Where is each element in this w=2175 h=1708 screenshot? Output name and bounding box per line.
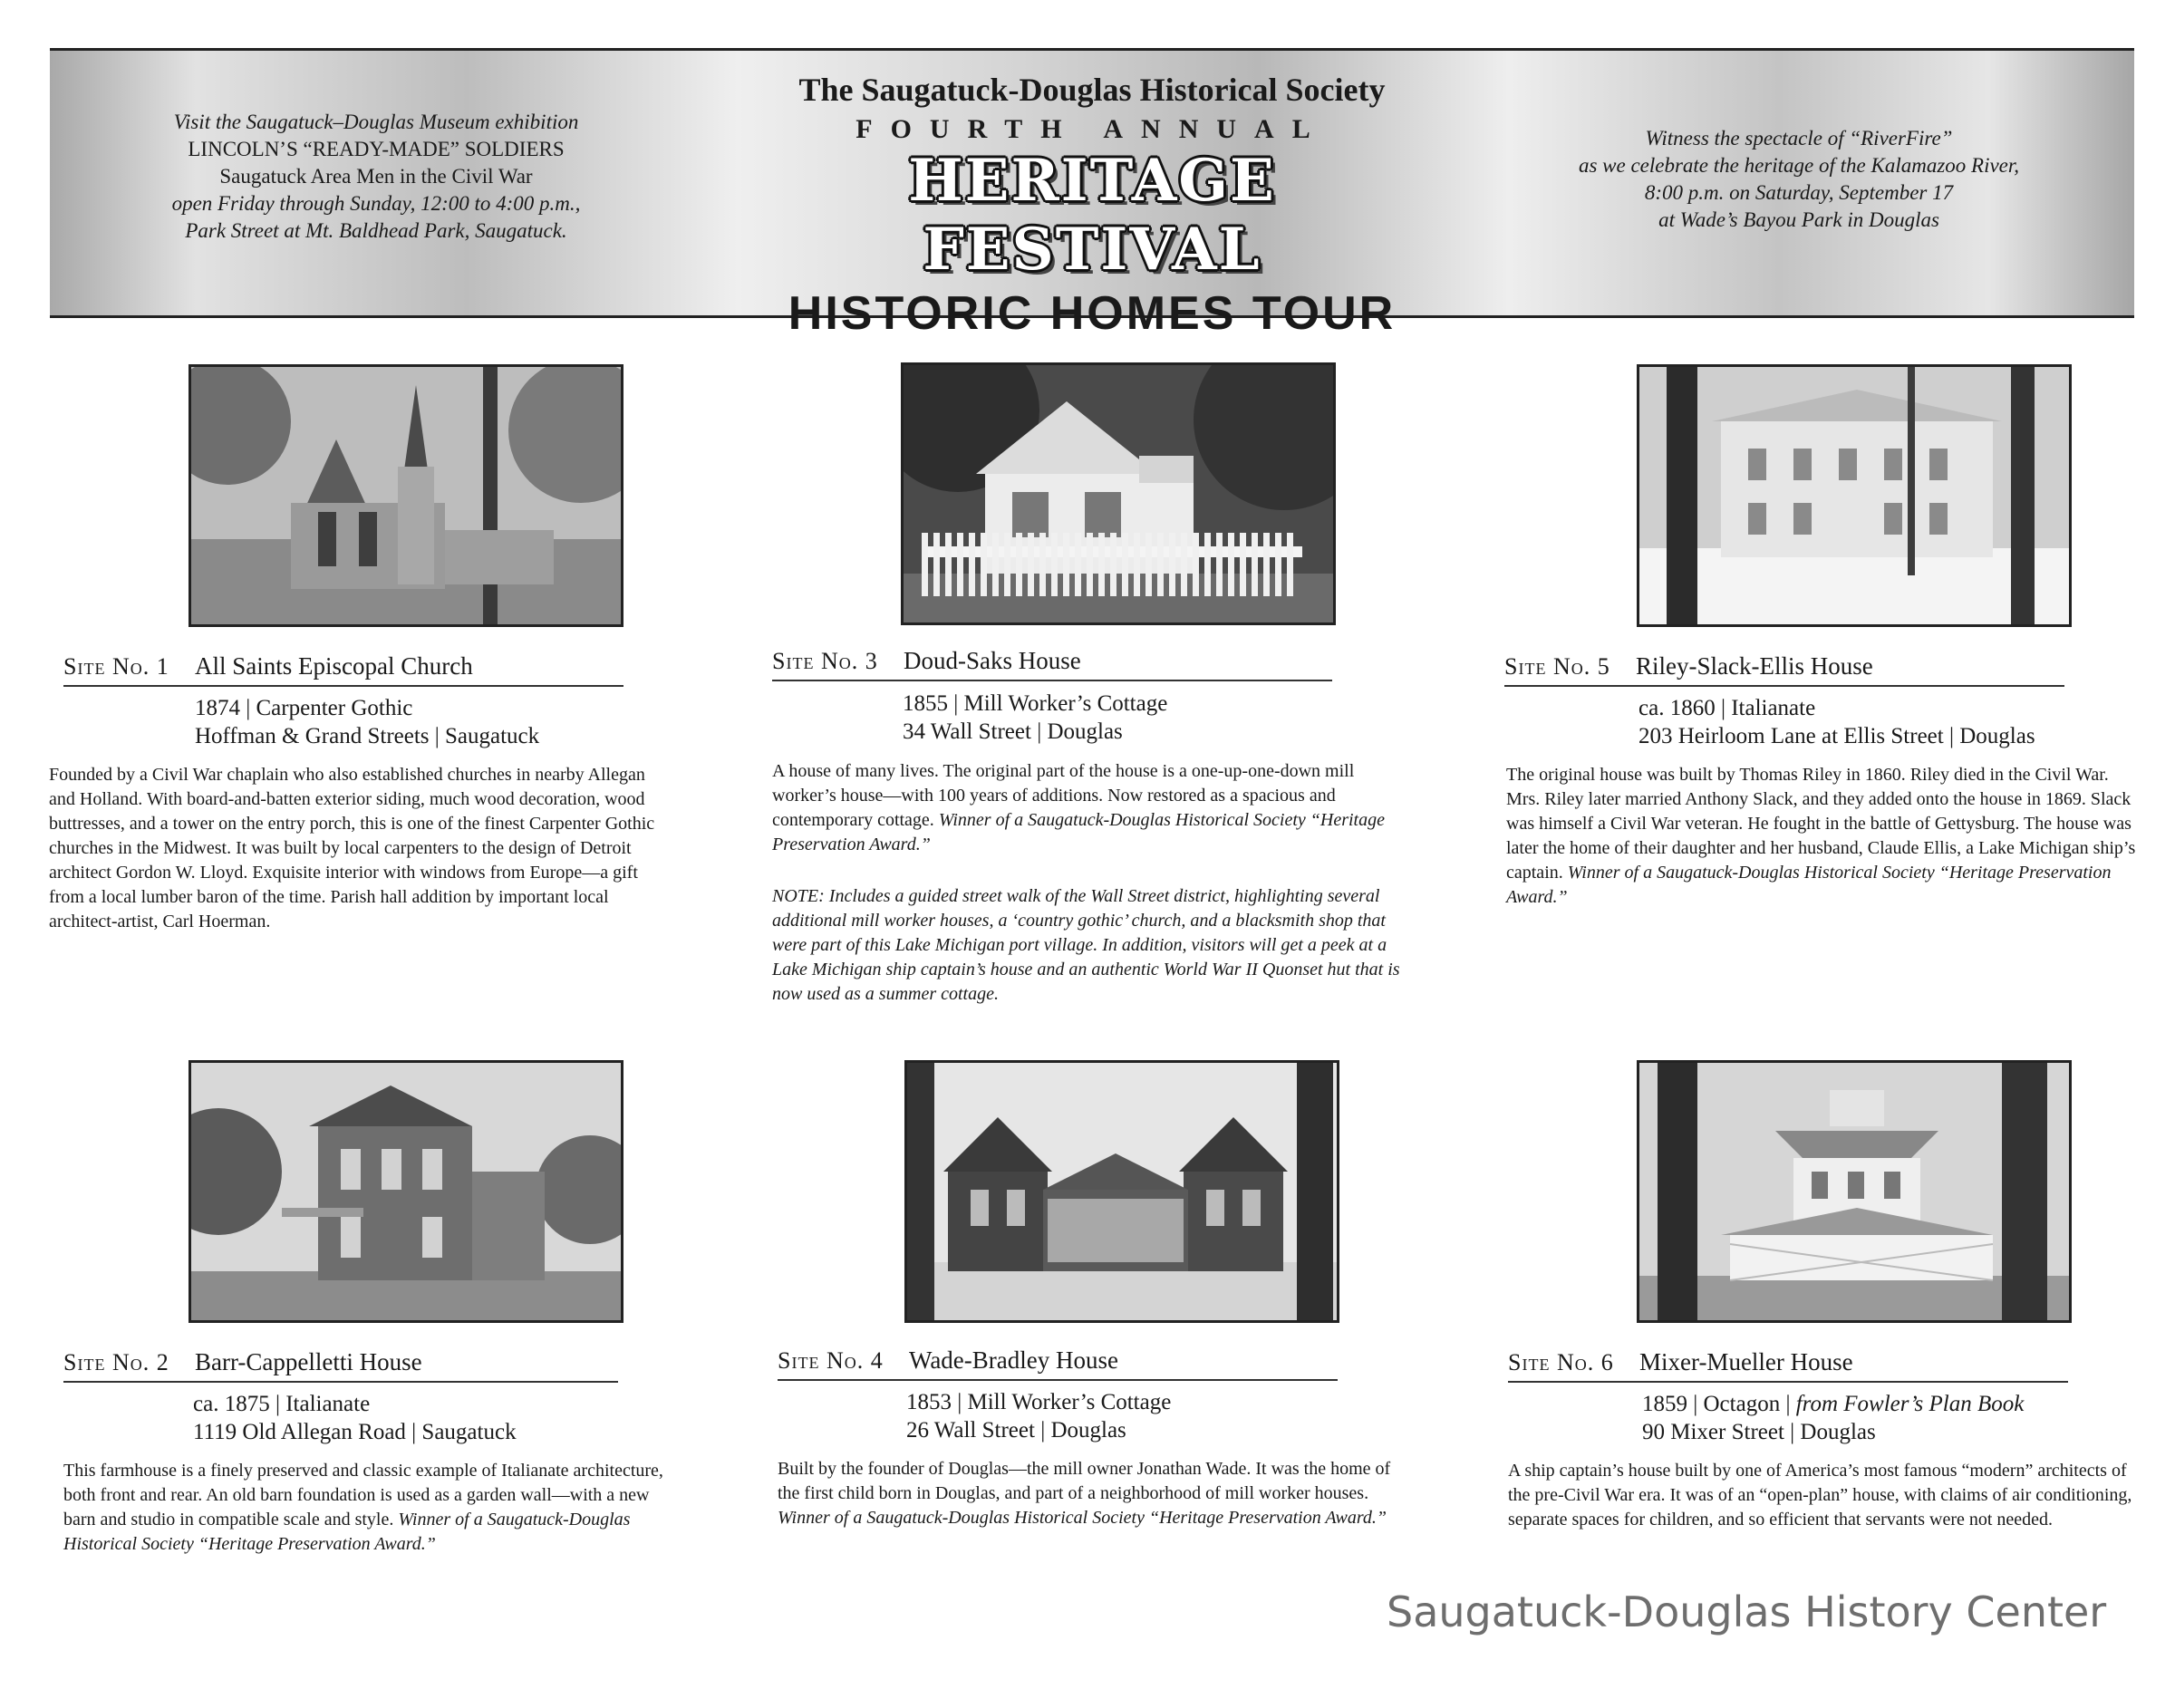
site-4-description — [778, 1457, 1412, 1530]
site-year-style: ca. 1875 | Italianate — [193, 1392, 371, 1416]
riverfire-line-4: at Wade’s Bayou Park in Douglas — [1658, 208, 1939, 231]
riverfire-notice — [1518, 125, 2080, 234]
site-4-title-row — [778, 1346, 1338, 1381]
festival-title-block — [739, 69, 1445, 343]
site-6-description — [1508, 1459, 2142, 1532]
description-text: Founded by a Civil War chaplain who also established churches in nearby Allegan and Holland. With board-and-batten exterior siding, much wood decoration, wood buttresses, and a tower on the entry porch, this is one of the finest Carpenter Gothic churches in the Midwest. It was built by local carpenters to the design of Detroit architect Gordon W. Lloyd. Exquisite interior with windows from Europe—a gift from a local lumber baron of the time. Parish hall addition by important local architect-artist, Carl Hoerman. — [49, 765, 655, 931]
site-name: Mixer-Mueller House — [1639, 1348, 1853, 1375]
church-photo — [188, 364, 624, 627]
site-1-meta — [195, 694, 539, 750]
site-number: Site No. 5 — [1504, 653, 1610, 680]
site-1-title-row — [63, 652, 624, 687]
site-address: Hoffman & Grand Streets | Saugatuck — [195, 724, 540, 748]
site-name: Doud-Saks House — [904, 647, 1081, 674]
fourth-annual: FOURTH ANNUAL — [856, 114, 1329, 144]
site-year-style: ca. 1860 | Italianate — [1638, 696, 1816, 720]
site-number: Site No. 6 — [1508, 1349, 1614, 1375]
gabled-house-photo — [904, 1060, 1339, 1323]
site-2-description — [63, 1459, 680, 1557]
award-text: Winner of a Saugatuck-Douglas Historical Society “Heritage Preservation Award.” — [772, 810, 1385, 854]
site-number: Site No. 1 — [63, 653, 169, 680]
site-name: Wade-Bradley House — [909, 1346, 1118, 1374]
site-2-title-row — [63, 1348, 618, 1383]
site-5-meta — [1638, 694, 2035, 750]
octagon-house-photo — [1637, 1060, 2072, 1323]
museum-exhibition-notice — [104, 109, 648, 245]
homes-tour-title: HISTORIC HOMES TOUR — [788, 287, 1397, 340]
plan-book-reference: from Fowler’s Plan Book — [1795, 1392, 2025, 1416]
site-number: Site No. 2 — [63, 1349, 169, 1375]
exhibition-title: LINCOLN’S “READY-MADE” SOLDIERS — [188, 138, 565, 160]
award-text: Winner of a Saugatuck-Douglas Historical Society “Heritage Preservation Award.” — [1506, 863, 2112, 907]
site-3-meta — [903, 690, 1167, 746]
farmhouse-photo — [188, 1060, 624, 1323]
heritage-festival-title: HERITAGE FESTIVAL — [908, 147, 1276, 284]
header-banner — [50, 48, 2134, 340]
site-address: 1119 Old Allegan Road | Saugatuck — [193, 1420, 517, 1444]
site-5-description — [1506, 763, 2141, 910]
exhibition-subtitle: Saugatuck Area Men in the Civil War — [219, 165, 533, 188]
exhibition-hours: open Friday through Sunday, 12:00 to 4:00 p.m., — [171, 192, 581, 215]
site-name: All Saints Episcopal Church — [195, 652, 473, 680]
riverfire-line-3: 8:00 p.m. on Saturday, September 17 — [1644, 181, 1954, 204]
site-address: 203 Heirloom Lane at Ellis Street | Douglas — [1638, 724, 2035, 748]
site-year-style: 1853 | Mill Worker’s Cottage — [906, 1390, 1172, 1414]
site-name: Barr-Cappelletti House — [195, 1348, 422, 1375]
site-3-title-row — [772, 647, 1332, 681]
site-6-meta — [1642, 1390, 2024, 1446]
exhibition-location: Park Street at Mt. Baldhead Park, Saugatuck. — [185, 219, 567, 242]
site-year-style — [1642, 1390, 2024, 1418]
site-3-description — [772, 759, 1416, 857]
site-year-style-text: 1859 | Octagon | — [1642, 1392, 1791, 1416]
description-text: This farmhouse is a finely preserved and classic example of Italianate architecture, both front and rear. An old barn foundation is used as a garden wall—with a new barn and studio in compatible scale and style. — [63, 1461, 663, 1529]
description-text: The original house was built by Thomas Riley in 1860. Riley died in the Civil War. Mrs. Riley later married Anthony Slack, and they added onto the house in 1869. Slack was himself a Civil War veteran. He fought in the battle of Gettysburg. The house was later the home of their daughter and her husband, Claude Ellis, a Lake Michigan ship’s captain. — [1506, 765, 2136, 883]
riverfire-line-2: as we celebrate the heritage of the Kalamazoo River, — [1578, 154, 2020, 177]
winter-house-photo — [1637, 364, 2072, 627]
site-address: 34 Wall Street | Douglas — [903, 719, 1123, 744]
exhibition-intro: Visit the Saugatuck–Douglas Museum exhibition — [173, 111, 579, 133]
site-5-title-row — [1504, 652, 2064, 687]
site-address: 90 Mixer Street | Douglas — [1642, 1420, 1876, 1444]
site-1-description — [49, 763, 665, 934]
award-text: Winner of a Saugatuck-Douglas Historical Society “Heritage Preservation Award.” — [778, 1508, 1387, 1528]
site-year-style: 1874 | Carpenter Gothic — [195, 696, 413, 720]
description-text: Built by the founder of Douglas—the mill owner Jonathan Wade. It was the home of the first child born in Douglas, and part of a neighborhood of mill worker houses. — [778, 1459, 1391, 1503]
description-text: A house of many lives. The original part of the house is a one-up-one-down mill worker’s house—with 100 years of additions. Now restored as a spacious and contemporary cottage. — [772, 761, 1355, 830]
cottage-photo — [901, 362, 1336, 625]
site-6-title-row — [1508, 1348, 2068, 1383]
site-number: Site No. 4 — [778, 1347, 884, 1374]
site-name: Riley-Slack-Ellis House — [1636, 652, 1873, 680]
site-4-meta — [906, 1388, 1171, 1444]
site-2-meta — [193, 1390, 517, 1446]
riverfire-line-1: Witness the spectacle of “RiverFire” — [1645, 127, 1953, 150]
walking-tour-note: NOTE: Includes a guided street walk of the Wall Street district, highlighting several additional mill worker houses, a ‘country gothic’ church, and a blacksmith shop that were part of this Lake Michigan port village. In addition, visitors will get a peek at a Lake Michigan ship captain’s house and an authentic World War II Quonset hut that is now used as a summer cottage. — [772, 886, 1400, 1004]
award-text: Winner of a Saugatuck-Douglas Historical Society “Heritage Preservation Award.” — [63, 1510, 631, 1554]
watermark-credit: Saugatuck-Douglas History Center — [1387, 1587, 2107, 1636]
society-name: The Saugatuck-Douglas Historical Society — [798, 72, 1386, 108]
site-year-style: 1855 | Mill Worker’s Cottage — [903, 691, 1168, 716]
description-text: A ship captain’s house built by one of America’s most famous “modern” architects of the pre-Civil War era. It was of an “open-plan” house, with claims of air conditioning, separate spaces for children, and so efficient that servants were not needed. — [1508, 1461, 2132, 1529]
site-number: Site No. 3 — [772, 648, 878, 674]
site-address: 26 Wall Street | Douglas — [906, 1418, 1126, 1443]
